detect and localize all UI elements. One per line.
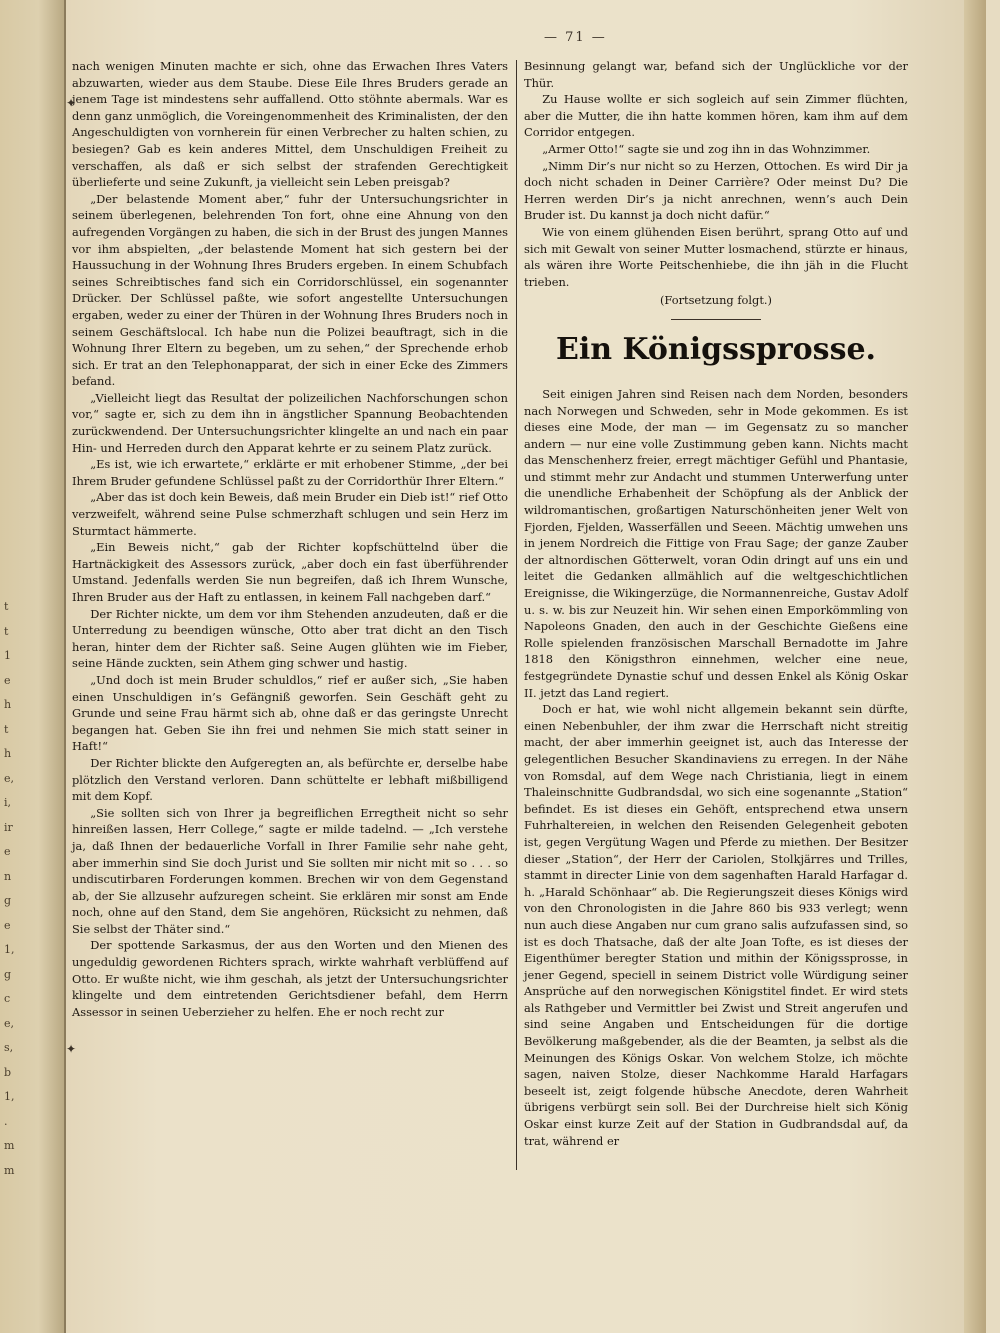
right-column (524, 58, 908, 1149)
article-paragraph: Seit einigen Jahren sind Reisen nach dem Norden, besonders nach Norwegen und Schweden, sehr in Mode gekommen. Es ist dieses eine Mode, der man — im Gegensatz zu so mancher andern — nur eine volle Zustimmung geben kann. Nichts macht das Menschenherz freier, erregt mächtiger Gefühl und Phantasie, und stimmt mehr zur Andacht und stummen Unterwerfung unter die unendliche Erhabenheit der Schöpfung als der Anblick der wildromantischen, großartigen Naturschönheiten jener Welt von Fjorden, Fjelden, Wasserfällen und Seeen. Mächtig umwehen uns in jenem Nordreich die Fittige von Frau Sage; der ganze Zauber der altnordischen Götterwelt, voran Odin dringt auf uns ein und leitet die Gedanken allmählich auf die weltgeschichtlichen Ereignisse, die Wikingerzüge, die Normannenreiche, Gustav Adolf u. s. w. bis zur Neuzeit hin. Wir sehen einen Emporkömmling von Napoleons Gnaden, den auch in der Geschichte Gießens eine Rolle spielenden französischen Marschall Bernadotte im Jahre 1818 den Königsthron einnehmen, welcher eine neue, festgegründete Dynastie schuf und dessen Enkel als König Oskar II. jetzt das Land regiert. (524, 386, 908, 700)
margin-fragment: h (4, 747, 12, 760)
left-column-paragraph: „Der belastende Moment aber,“ fuhr der Untersuchungsrichter in seinem überlegenen, belehrenden Ton fort, ohne eine Ahnung von den aufregenden Vorgängen zu haben, die sich in der Brust des jungen Mannes vor ihm abspielten, „der belastende Moment hat sich gestern bei der Haussuchung in der Wohnung Ihres Bruders ergeben. In einem Schubfach seines Schreibtisches fand sich ein Corridorschlüssel, ein sogenannter Drücker. Der Schlüssel paßte, wie sofort angestellte Untersuchungen ergaben, weder zu einer der Thüren in der Wohnung Ihres Bruders noch in seinem Geschäftslocal. Ich habe nun die Polizei beauftragt, sich in die Wohnung Ihrer Eltern zu begeben, um zu sehen,“ der Sprechende erhob sich. Er trat an den Telephonapparat, der sich in einer Ecke des Zimmers befand. (72, 191, 508, 389)
margin-fragment: t (4, 600, 9, 613)
continuation-note: (Fortsetzung folgt.) (659, 293, 772, 308)
article-title: Ein Königssprosse. (555, 331, 876, 367)
continuation-paragraph: Wie von einem glühenden Eisen berührt, sprang Otto auf und sich mit Gewalt von seiner Mutter losmachend, stürzte er hinaus, als wären ihre Worte Peitschenhiebe, die ihn jäh in die Flucht trieben. (524, 224, 908, 289)
margin-fragment: e (4, 673, 11, 687)
left-column-paragraph: Der Richter blickte den Aufgeregten an, als befürchte er, derselbe habe plötzlich den Verstand verloren. Dann schüttelte er lebhaft mißbilligend mit dem Kopf. (72, 755, 508, 804)
previous-page-edge (0, 0, 66, 1333)
page-right-edge (964, 0, 986, 1333)
left-column-paragraph: „Und doch ist mein Bruder schuldlos,“ rief er außer sich, „Sie haben einen Unschuldigen in’s Gefängniß geworfen. Sein Geschäft geht zu Grunde und seine Frau härmt sich ab, ohne daß er das geringste Unrecht begangen hat. Geben Sie ihn frei und nehmen Sie mich statt seiner in Haft!“ (72, 672, 508, 754)
left-column-paragraph: „Vielleicht liegt das Resultat der polizeilichen Nachforschungen schon vor,“ sagte er, sich zu dem ihn in ängstlicher Spannung Beobachtenden zurückwendend. Der Untersuchungsrichter klingelte an und nach ein paar Hin- und Herreden durch den Apparat kehrte er zu seinem Platz zurück. (72, 390, 508, 455)
margin-fragment: t (4, 722, 9, 736)
left-column-paragraph: nach wenigen Minuten machte er sich, ohne das Erwachen Ihres Vaters abzuwarten, wieder aus dem Staube. Diese Eile Ihres Bruders gerade an jenem Tage ist mindestens sehr auffallend. Otto stöhnte abermals. War es denn ganz unmöglich, die Voreingenommenheit des Kriminalisten, der den Angeschuldigten von vornherein für einen Verbrecher zu halten schien, zu besiegen? Gab es kein anderes Mittel, dem Unschuldigen Freiheit zu verschaffen, als daß er sich selbst der strafenden Gerechtigkeit überlieferte und seine Zukunft, ja vielleicht sein Leben preisgab? (72, 59, 508, 190)
margin-fragment: e (4, 918, 11, 932)
section-rule (671, 319, 761, 320)
margin-fragment: s, (4, 1041, 14, 1054)
margin-fragment: n (4, 869, 12, 883)
binding-mark: ✦ (66, 96, 77, 110)
continuation-paragraph: „Nimm Dir’s nur nicht so zu Herzen, Ottochen. Es wird Dir ja doch nicht schaden in Deiner Carrière? Oder meinst Du? Die Herren werden Dir’s ja nicht anrechnen, wenn’s auch Dein Bruder ist. Du kannst ja doch nicht dafür.“ (524, 158, 908, 223)
margin-fragment: e, (4, 1016, 15, 1030)
margin-fragment: m (4, 1139, 15, 1152)
article-body (524, 386, 908, 1149)
left-column-paragraph: „Aber das ist doch kein Beweis, daß mein Bruder ein Dieb ist!“ rief Otto verzweifelt, während seine Pulse schmerzhaft schlugen und sein Herz im Sturmtact hämmerte. (72, 490, 508, 538)
left-column-paragraph: „Sie sollten sich von Ihrer ja begreiflichen Erregtheit nicht so sehr hinreißen lassen, Herr College,“ sagte er milde tadelnd. — „Ich verstehe ja, daß Ihnen der bedauerliche Vorfall in Ihrer Familie sehr nahe geht, aber immerhin sind Sie doch Jurist und Sie sollten mir nicht mit so . . . so undiscutirbaren Forderungen kommen. Brechen wir von dem Gegenstand ab, der Sie allzusehr aufzuregen scheint. Sie erklären mir sonst am Ende noch, ohne auf den Stand, dem Sie angehören, Rücksicht zu nehmen, daß Sie selbst der Thäter sind.“ (72, 805, 508, 936)
margin-fragment: c (4, 992, 11, 1005)
left-column-paragraph: Der Richter nickte, um dem vor ihm Stehenden anzudeuten, daß er die Unterredung zu beendigen wünsche, Otto aber trat dicht an den Tisch heran, hinter dem der Richter saß. Seine Augen glühten wie im Fieber, seine Hände zuckten, sein Athem ging schwer und hastig. (72, 606, 508, 671)
continuation-paragraph: Besinnung gelangt war, befand sich der Unglückliche vor der Thür. (524, 59, 908, 90)
continuation-paragraph: „Armer Otto!“ sagte sie und zog ihn in das Wohnzimmer. (542, 141, 871, 156)
margin-fragment: i, (4, 796, 12, 809)
margin-fragment: e, (4, 771, 15, 785)
left-column (72, 58, 508, 1020)
margin-fragment: e (4, 845, 11, 858)
margin-fragment: m (4, 1163, 15, 1177)
article-paragraph: Doch er hat, wie wohl nicht allgemein bekannt sein dürfte, einen Nebenbuhler, der ihm zwar die Herrschaft nicht streitig macht, der aber immerhin geeignet ist, auch das Interesse der gelegentlichen Besucher Skandinaviens zu erregen. In der Nähe von Romsdal, auf dem Wege nach Christiania, liegt in einem Thaleinschnitte Gudbrandsdal, wo sich eine sogenannte „Station“ befindet. Es ist dieses ein Gehöft, entsprechend etwa unsern Fuhrhaltereien, in welchen den Reisenden Gelegenheit geboten ist, gegen Vergütung Wagen und Pferde zu miethen. Der Besitzer dieser „Station“, der Herr der Cariolen, Stolkjärres und Trilles, stammt in directer Linie von dem sagenhaften Harald Harfagar d. h. „Harald Schönhaar“ ab. Die Regierungszeit dieses Königs wird von den Chronologisten in die Jahre 860 bis 933 verlegt; wenn nun auch diese Angaben nur cum grano salis aufzufassen sind, so ist es doch Thatsache, daß der alte Joan Tofte, es ist dieses der Eigenthümer beregter Station und mithin der Königssprosse, in jener Gegend, speciell in seinem District volle Würdigung seiner Ansprüche auf den norwegischen Königstitel findet. Er wird stets als Rathgeber und Vermittler bei Zwist und Streit angerufen und sind seine Angaben und Entscheidungen für die dortige Bevölkerung maßgebender, als die der Beamten, ja selbst als die Meinungen des Königs Oskar. Von welchem Stolze, ich möchte sagen, naiven Stolze, dieser Nachkomme Harald Harfagars beseelt ist, zeigt folgende hübsche Anecdote, deren Wahrheit übrigens verbürgt sein soll. Bei der Durchreise hielt sich König Oskar einst kurze Zeit auf der Station in Gudbrandsdal auf, da trat, während er (524, 702, 908, 1148)
margin-fragment: b (4, 1065, 12, 1079)
margin-fragment: ir (4, 820, 13, 834)
story-continuation (524, 58, 908, 290)
margin-fragment: 1, (4, 943, 15, 956)
margin-fragment: g (4, 967, 12, 981)
continuation-paragraph: Zu Hause wollte er sich sogleich auf sein Zimmer flüchten, aber die Mutter, die ihn hatte kommen hören, kam ihm auf dem Corridor entgegen. (524, 92, 908, 140)
binding-mark: ✦ (66, 1042, 77, 1056)
margin-fragment: g (4, 894, 12, 907)
margin-fragment: h (4, 698, 12, 711)
column-divider (516, 60, 517, 1170)
left-column-paragraph: „Ein Beweis nicht,“ gab der Richter kopfschüttelnd über die Hartnäckigkeit des Assessors zurück, „aber doch ein fast überführender Umstand. Jedenfalls werden Sie nun begreifen, daß ich Ihrem Wunsche, Ihren Bruder aus der Haft zu entlassen, in keinem Fall nachgeben darf.“ (72, 540, 508, 604)
left-column-paragraph: Der spottende Sarkasmus, der aus den Worten und den Mienen des ungeduldig gewordenen Richters sprach, wirkte wahrhaft verblüffend auf Otto. Er wußte nicht, wie ihm geschah, als jetzt der Untersuchungsrichter klingelte und dem eintretenden Gerichtsdiener befahl, dem Herrn Assessor in seinen Ueberzieher zu helfen. Ehe er noch recht zur (72, 938, 508, 1019)
margin-fragment: . (4, 1114, 8, 1128)
margin-fragment: t (4, 624, 9, 638)
page-number: — 71 — (544, 30, 607, 45)
margin-fragment: 1 (4, 649, 11, 662)
margin-fragment: 1, (4, 1090, 15, 1103)
left-column-paragraph: „Es ist, wie ich erwartete,“ erklärte er mit erhobener Stimme, „der bei Ihrem Bruder gefundene Schlüssel paßt zu der Corridorthür Ihrer Eltern.“ (72, 457, 508, 488)
